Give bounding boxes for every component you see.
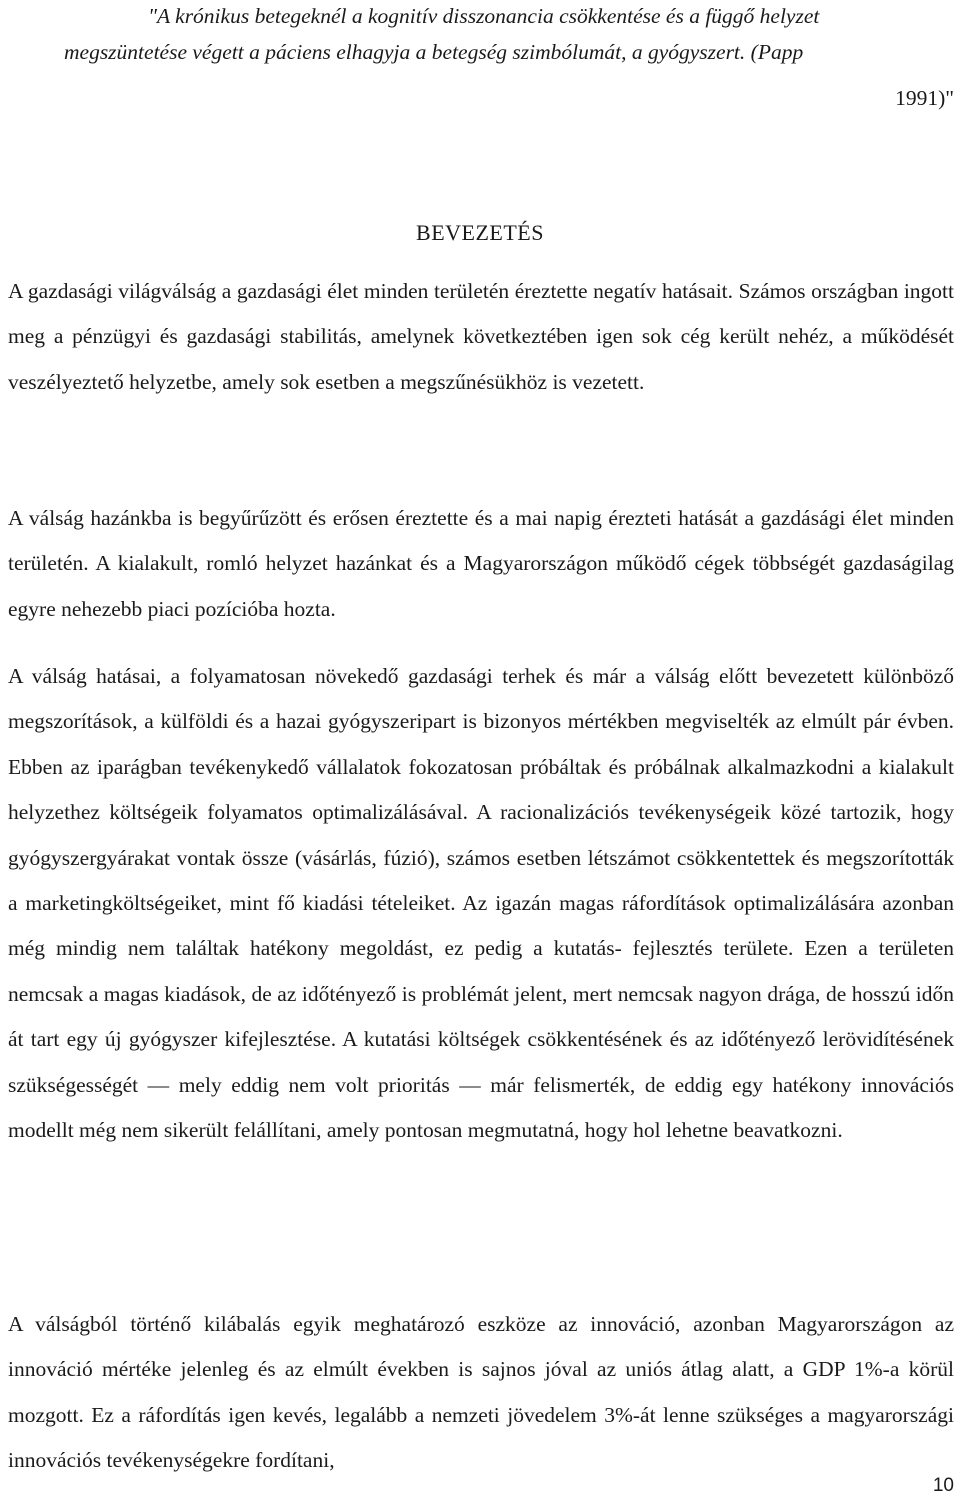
epigraph-line-1: "A krónikus betegeknél a kognitív disszonancia csökkentése és a függő helyzet	[148, 4, 820, 28]
page-number: 10	[932, 1475, 954, 1496]
paragraph-3: A válság hatásai, a folyamatosan növekedő gazdasági terhek és már a válság előtt bevezetett különböző megszorítások, a külföldi és a hazai gyógyszeripart is bizonyos mértékben megviselték az elmúlt pár évben. Ebben az iparágban tevékenykedő vállalatok fokozatosan próbáltak és próbálnak alkalmazkodni a kialakult helyzethez költségeik folyamatos optimalizálásával. A racionalizációs tevékenységeik közé tartozik, hogy gyógyszergyárakat vontak össze (vásárlás, fúzió), számos esetben létszámot csökkentettek és megszorították a marketingköltségeiket, mint fő kiadási tételeiket. Az igazán magas ráfordítások optimalizálására azonban még mindig nem találtak hatékony megoldást, ez pedig a kutatás- fejlesztés területe. Ezen a területen nemcsak a magas kiadások, de az időtényező is problémát jelent, mert nemcsak nagyon drága, de hosszú időn át tart egy új gyógyszer kifejlesztése. A kutatási költségek csökkentésének és az időtényező lerövidítésének szükségességét — mely eddig nem volt prioritás — már felismerték, de eddig egy hatékony innovációs modellt még nem sikerült felállítani, amely pontosan megmutatná, hogy hol lehetne beavatkozni.	[8, 664, 954, 1143]
paragraph-4: A válságból történő kilábalás egyik meghatározó eszköze az innováció, azonban Magyarországon az innováció mértéke jelenleg és az elmúlt években is sajnos jóval az uniós átlag alatt, a GDP 1%-a körül mozgott. Ez a ráfordítás igen kevés, legalább a nemzeti jövedelem 3%-át lenne szükséges a magyarországi innovációs tevékenységekre fordítani,	[8, 1312, 954, 1473]
epigraph-line-3: 1991)"	[895, 86, 954, 110]
paragraph-1: A gazdasági világválság a gazdasági élet minden területén éreztette negatív hatásait. Számos országban ingott meg a pénzügyi és gazdasági stabilitás, amelynek következtében igen sok cég került nehéz, a működését veszélyeztető helyzetbe, amely sok esetben a megszűnésükhöz is vezetett.	[8, 279, 954, 394]
section-heading: BEVEZETÉS	[416, 220, 544, 245]
paragraph-2: A válság hazánkba is begyűrűzött és erősen éreztette és a mai napig érezteti hatását a gazdásági élet minden területén. A kialakult, romló helyzet hazánkat és a Magyarországon működő cégek többségét gazdaságilag egyre nehezebb piaci pozícióba hozta.	[8, 506, 954, 621]
epigraph-line-2: megszüntetése végett a páciens elhagyja a betegség szimbólumát, a gyógyszert. (Papp	[64, 40, 804, 64]
